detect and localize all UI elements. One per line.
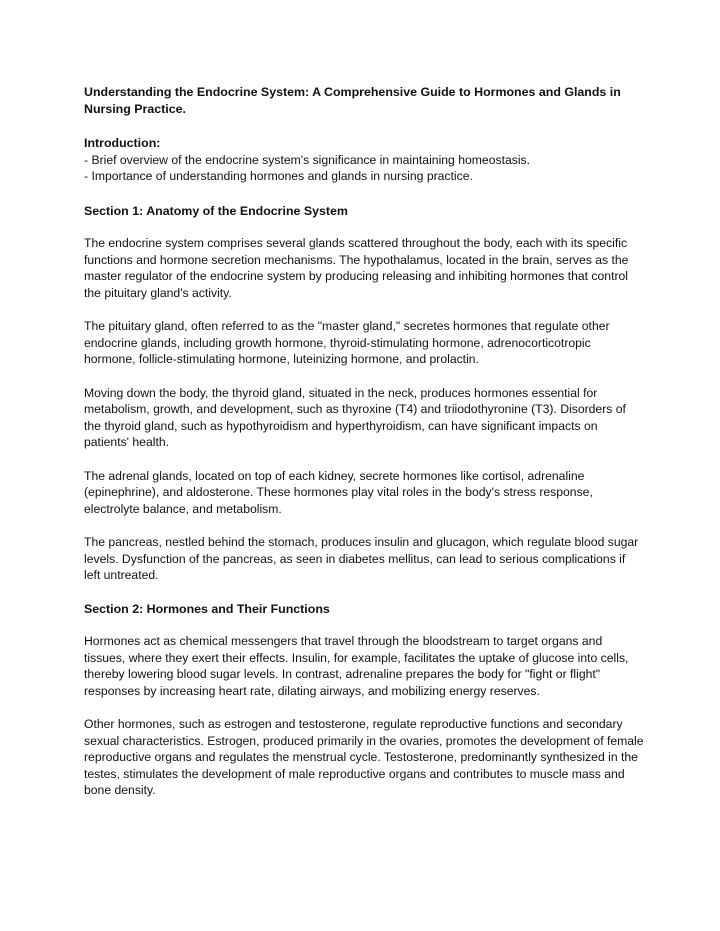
section-heading: Section 1: Anatomy of the Endocrine System [84, 203, 348, 218]
introduction-item: - Importance of understanding hormones and glands in nursing practice. [84, 169, 473, 183]
paragraph: The endocrine system comprises several glands scattered throughout the body, each with its specific functions and hormone secretion mechanisms. The hypothalamus, located in the brain, serves as the master regulator of the endocrine system by producing releasing and inhibiting hormones that control the pituitary gland's activity. [84, 236, 629, 300]
paragraph: Other hormones, such as estrogen and testosterone, regulate reproductive functions and secondary sexual characteristics. Estrogen, produced primarily in the ovaries, promotes the development of female reproductive organs and regulates the menstrual cycle. Testosterone, predominantly synthesized in the testes, stimulates the development of male reproductive organs and contributes to muscle mass and bone density. [84, 717, 644, 797]
section-2 [84, 601, 644, 799]
introduction-list [84, 152, 644, 185]
paragraph: Hormones act as chemical messengers that travel through the bloodstream to target organs and tissues, where they exert their effects. Insulin, for example, facilitates the uptake of glucose into cells, thereby lowering blood sugar levels. In contrast, adrenaline prepares the body for "fight or flight" responses by increasing heart rate, dilating airways, and mobilizing energy reserves. [84, 634, 629, 698]
section-heading: Section 2: Hormones and Their Functions [84, 601, 330, 616]
section-1 [84, 203, 644, 584]
document-page [84, 84, 644, 816]
paragraph: The pancreas, nestled behind the stomach, produces insulin and glucagon, which regulate blood sugar levels. Dysfunction of the pancreas, as seen in diabetes mellitus, can lead to serious complications if left untreated. [84, 535, 639, 582]
document-title: Understanding the Endocrine System: A Comprehensive Guide to Hormones and Glands in Nursing Practice. [84, 85, 621, 116]
introduction-item: - Brief overview of the endocrine system's significance in maintaining homeostasis. [84, 152, 531, 167]
introduction-heading: Introduction: [84, 136, 161, 150]
paragraph: The pituitary gland, often referred to as the "master gland," secretes hormones that regulate other endocrine glands, including growth hormone, thyroid-stimulating hormone, adrenocorticotropic hormone, follicle-stimulating hormone, luteinizing hormone, and prolactin. [84, 319, 610, 366]
paragraph: The adrenal glands, located on top of each kidney, secrete hormones like cortisol, adrenaline (epinephrine), and aldosterone. These hormones play vital roles in the body's stress response, electrolyte balance, and metabolism. [84, 468, 593, 516]
paragraph: Moving down the body, the thyroid gland, situated in the neck, produces hormones essential for metabolism, growth, and development, such as thyroxine (T4) and triiodothyronine (T3). Disorders of the thyroid gland, such as hypothyroidism and hyperthyroidism, can have significant impacts on patients' health. [84, 385, 626, 449]
